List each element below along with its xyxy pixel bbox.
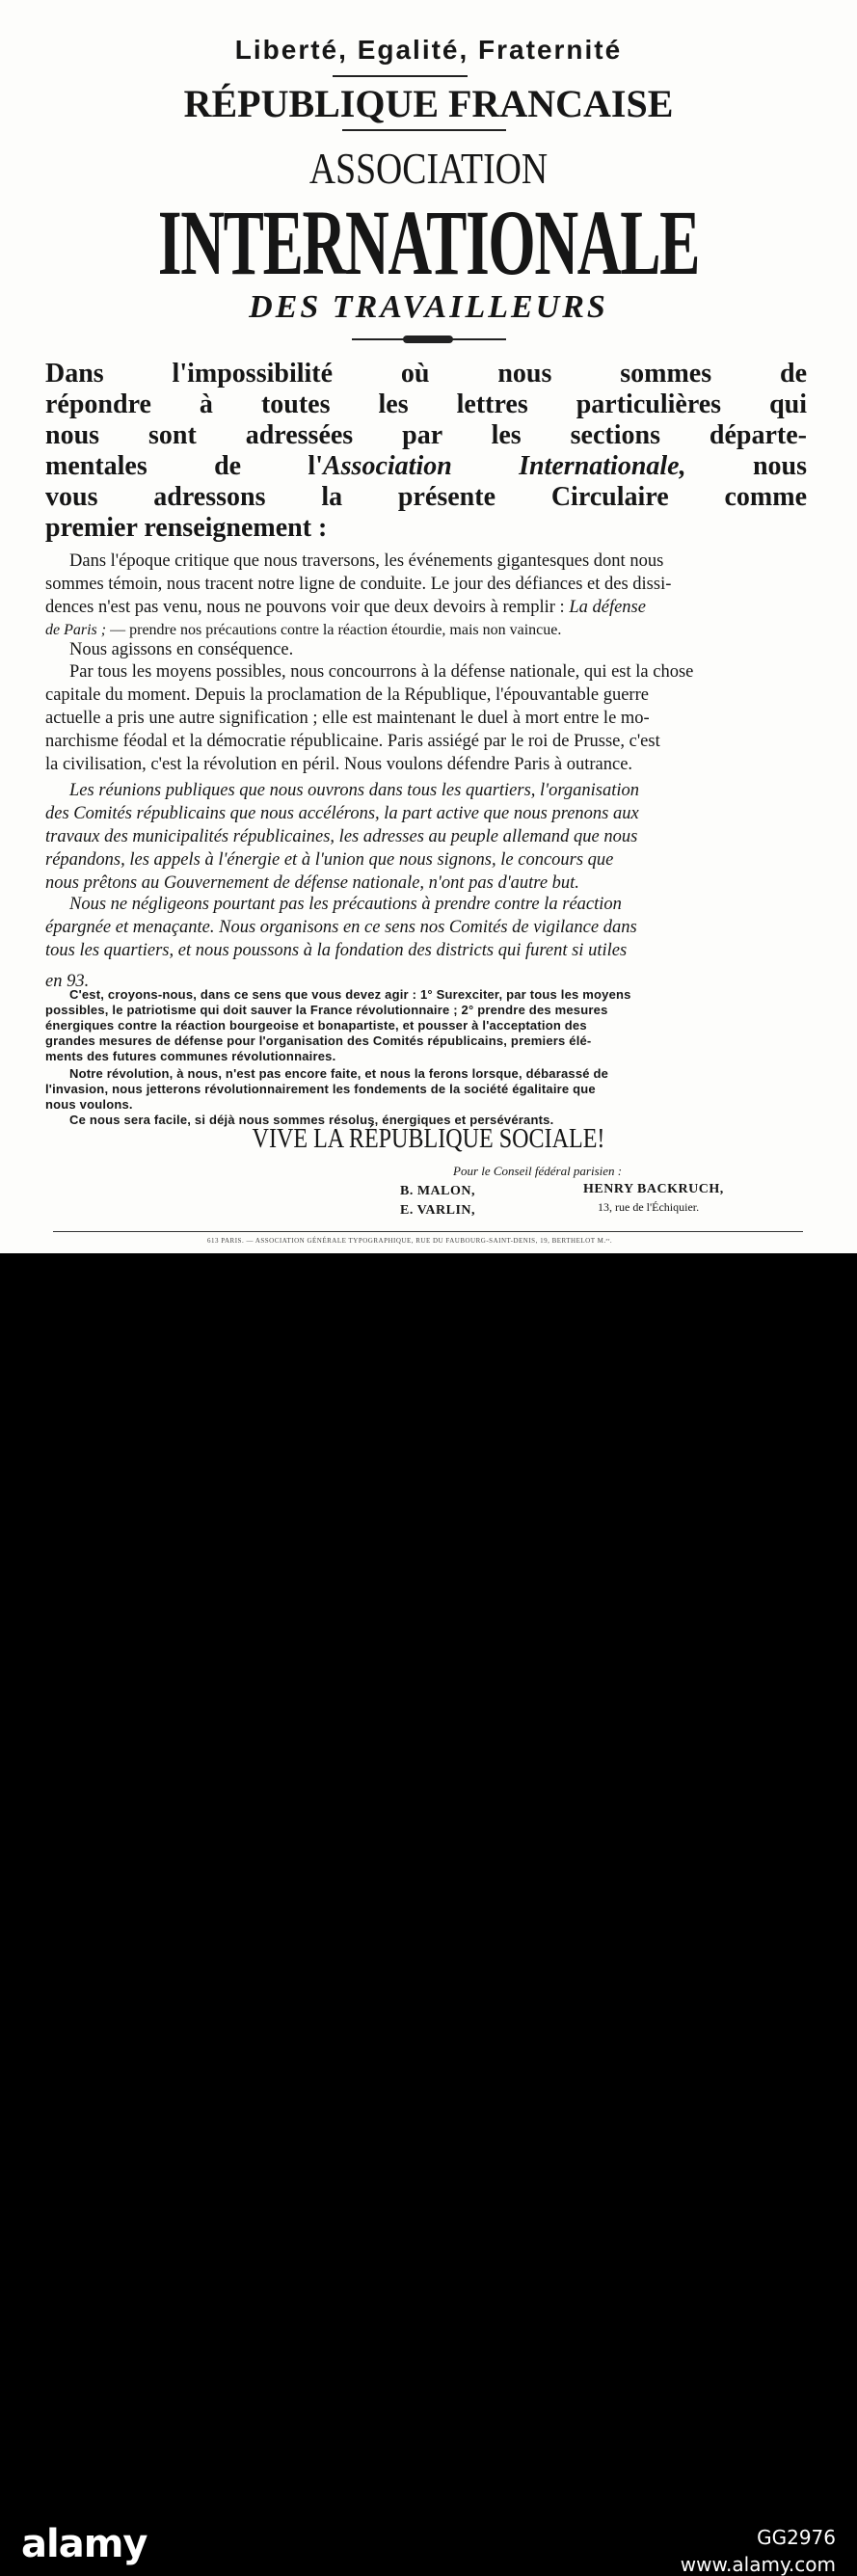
alamy-logo: alamy xyxy=(21,2522,147,2566)
alamy-url: www.alamy.com xyxy=(680,2553,836,2576)
para1-line: Nous agissons en conséquence. xyxy=(69,640,294,659)
image-id: GG2976 xyxy=(757,2526,836,2549)
footer-rule xyxy=(53,1231,803,1232)
para2-line: la civilisation, c'est la révolution en péril. Nous voulons défendre Paris à outrance. xyxy=(45,755,633,774)
para3-line: nous prêtons au Gouvernement de défense nationale, n'ont pas d'autre but. xyxy=(45,873,579,893)
travailleurs-heading: DES TRAVAILLEURS xyxy=(249,289,608,325)
para2-line: actuelle a pris une autre signification ; elle est maintenant le duel à mort entre le mo- xyxy=(45,709,650,728)
para4-line: épargnée et menaçante. Nous organisons en ce sens nos Comités de vigilance dans xyxy=(45,918,637,937)
association-heading: ASSOCIATION xyxy=(308,144,549,193)
para5-line: possibles, le patriotisme qui doit sauver la France révolutionnaire ; 2° prendre des mesures xyxy=(45,1003,608,1017)
para3-line: répandons, les appels à l'énergie et à l'union que nous signons, le concours que xyxy=(45,850,614,870)
signature-backruch: HENRY BACKRUCH, xyxy=(583,1182,724,1196)
printer-imprint: 613 PARIS. — ASSOCIATION GÉNÉRALE TYPOGRAPHIQUE, RUE DU FAUBOURG-SAINT-DENIS, 19, BERTHELOT M.ᵉʳ. xyxy=(207,1237,613,1245)
internationale-heading: INTERNATIONALE xyxy=(157,191,700,294)
para5-line: l'invasion, nous jetterons révolutionnairement les fondements de la société égalitaire que xyxy=(45,1082,596,1096)
para2-line: capitale du moment. Depuis la proclamation de la République, l'épouvantable guerre xyxy=(45,685,649,705)
para4-line: Nous ne négligeons pourtant pas les précautions à prendre contre la réaction xyxy=(69,895,622,914)
para1-text: — prendre nos précautions contre la réaction étourdie, mais non vaincue. xyxy=(106,622,562,638)
poster xyxy=(0,0,857,1253)
lead-line: nous sont adressées par les sections départe- xyxy=(45,420,807,450)
para1-italic: de Paris ; xyxy=(45,622,107,638)
vive-slogan: VIVE LA RÉPUBLIQUE SOCIALE! xyxy=(252,1124,605,1154)
para1-line: Dans l'époque critique que nous traversons, les événements gigantesques dont nous xyxy=(69,551,664,571)
para5-line: C'est, croyons-nous, dans ce sens que vous devez agir : 1° Surexciter, par tous les moyens xyxy=(69,987,631,1002)
para5-line: énergiques contre la réaction bourgeoise et bonapartiste, et pousser à l'acceptation des xyxy=(45,1018,587,1033)
council-label: Pour le Conseil fédéral parisien : xyxy=(453,1164,623,1178)
para5-line: nous voulons. xyxy=(45,1097,133,1112)
para1-line xyxy=(45,596,646,619)
ornament-rule-center xyxy=(403,335,453,343)
republic-heading: RÉPUBLIQUE FRANCAISE xyxy=(183,82,674,125)
para4-line: en 93. xyxy=(45,972,90,991)
signature-varlin: E. VARLIN, xyxy=(400,1203,476,1218)
divider xyxy=(333,75,468,77)
para5-line: grandes mesures de défense pour l'organisation des Comités républicains, premiers élé- xyxy=(45,1033,592,1048)
para3-line: des Comités républicains que nous accélérons, la part active que nous prenons aux xyxy=(45,804,639,823)
para3-line: travaux des municipalités républicaines, les adresses au peuple allemand que nous xyxy=(45,827,638,846)
signature-malon: B. MALON, xyxy=(400,1184,475,1198)
para3-line: Les réunions publiques que nous ouvrons dans tous les quartiers, l'organisation xyxy=(69,781,640,800)
para1-line: sommes témoin, nous tracent notre ligne de conduite. Le jour des défiances et des dissi- xyxy=(45,575,672,594)
lead-text: nous xyxy=(685,451,807,481)
para1-italic: La défense xyxy=(569,598,646,617)
lead-text: mentales de l' xyxy=(45,451,323,481)
signature-address: 13, rue de l'Échiquier. xyxy=(598,1200,700,1214)
para5-line: Notre révolution, à nous, n'est pas encore faite, et nous la ferons lorsque, débarassé de xyxy=(69,1066,609,1081)
lead-line: vous adressons la présente Circulaire comme xyxy=(45,482,807,512)
lead-line: répondre à toutes les lettres particulières qui xyxy=(45,389,807,419)
lead-line-mixed xyxy=(45,451,807,482)
divider xyxy=(342,129,506,131)
para5-line: Ce nous sera facile, si déjà nous sommes résolus, énergiques et persévérants. xyxy=(69,1113,554,1127)
para1-text: dences n'est pas venu, nous ne pouvons voir que deux devoirs à remplir : xyxy=(45,598,565,617)
para5-line: ments des futures communes révolutionnaires. xyxy=(45,1049,336,1063)
watermark-bar xyxy=(0,1253,857,2576)
lead-line: Dans l'impossibilité où nous sommes de xyxy=(45,359,807,389)
para2-line: narchisme féodal et la démocratie républicaine. Paris assiégé par le roi de Prusse, c'est xyxy=(45,732,660,751)
lead-line: premier renseignement : xyxy=(45,513,328,543)
para4-line: tous les quartiers, et nous poussons à la fondation des districts qui furent si utiles xyxy=(45,941,628,960)
para2-line: Par tous les moyens possibles, nous concourrons à la défense nationale, qui est la chose xyxy=(69,662,694,682)
lead-italic-text: Association Internationale, xyxy=(322,451,686,481)
motto: Liberté, Egalité, Fraternité xyxy=(234,35,623,65)
